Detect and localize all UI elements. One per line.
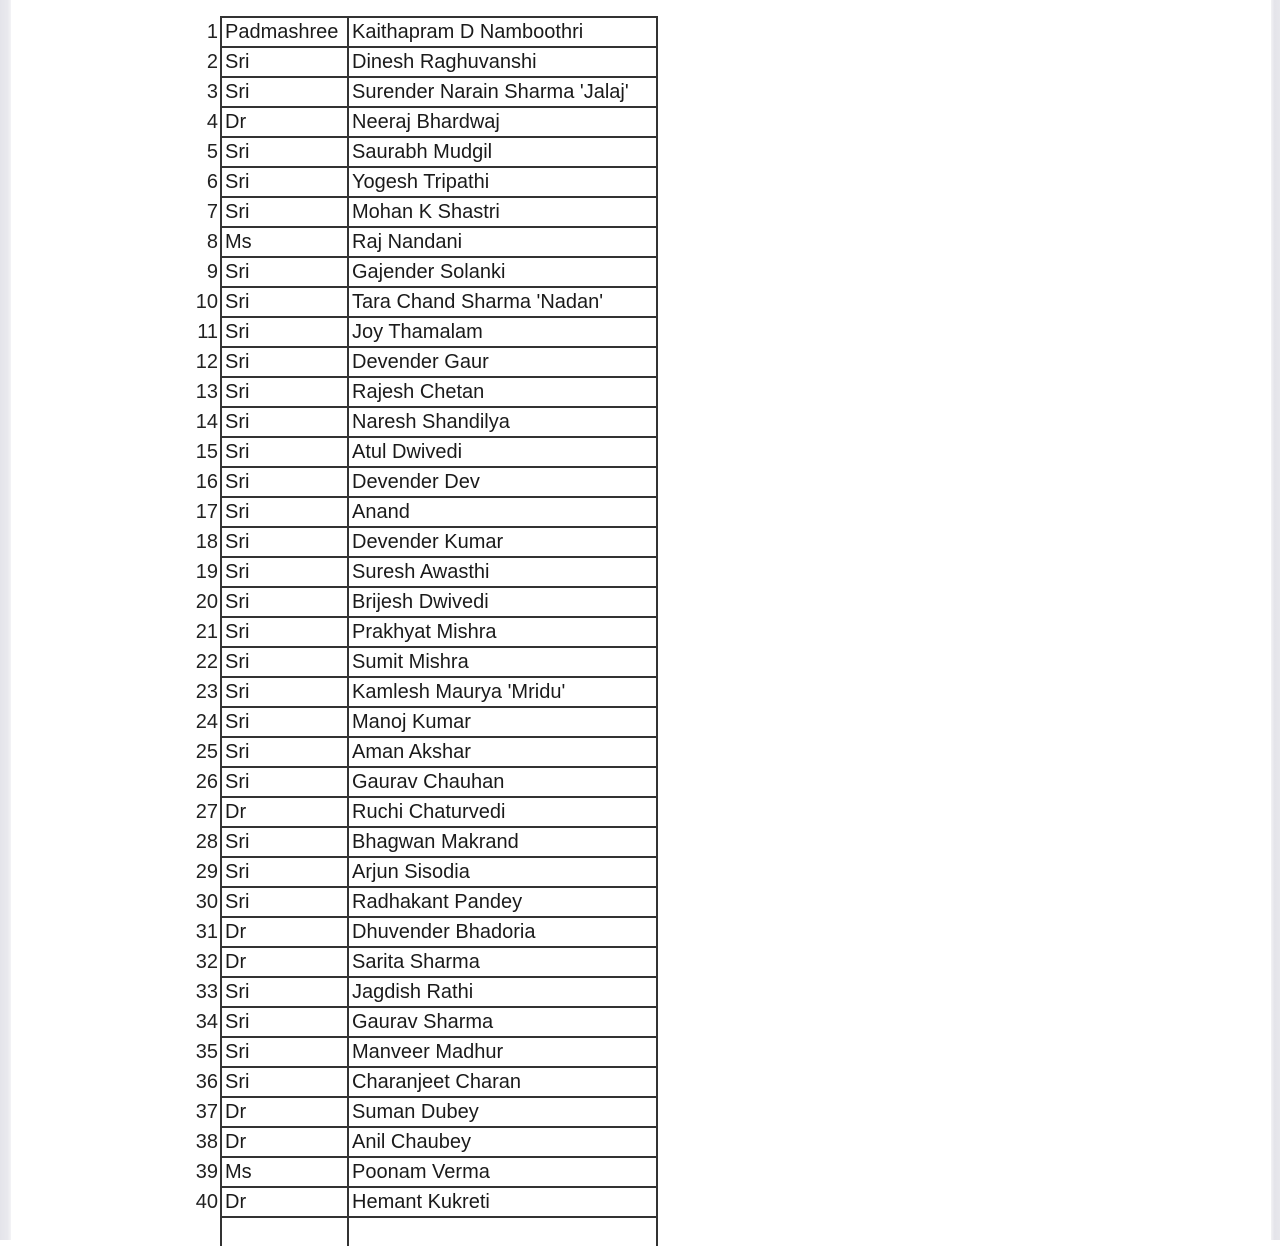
honorific-cell: Sri — [221, 497, 348, 527]
honorific-cell: Padmashree — [221, 17, 348, 47]
name-cell: Poonam Verma — [348, 1157, 657, 1187]
name-cell: Brijesh Dwivedi — [348, 587, 657, 617]
name-cell: Sarita Sharma — [348, 947, 657, 977]
name-cell: Bhagwan Makrand — [348, 827, 657, 857]
table-row — [191, 1067, 657, 1097]
table-row — [191, 647, 657, 677]
honorific-cell: Sri — [221, 647, 348, 677]
honorific-cell: Dr — [221, 797, 348, 827]
table-row — [191, 437, 657, 467]
row-number: 10 — [195, 291, 218, 313]
row-number: 18 — [195, 531, 218, 553]
row-number: 24 — [195, 711, 218, 733]
row-number: 29 — [195, 861, 218, 883]
row-number: 6 — [206, 171, 218, 193]
table-row — [191, 467, 657, 497]
name-list-body — [191, 17, 657, 1246]
row-number: 28 — [195, 831, 218, 853]
table-row — [191, 887, 657, 917]
row-number: 34 — [195, 1011, 218, 1033]
honorific-cell: Dr — [221, 1097, 348, 1127]
table-row — [191, 827, 657, 857]
name-cell: Manveer Madhur — [348, 1037, 657, 1067]
name-cell: Aman Akshar — [348, 737, 657, 767]
honorific-cell: Sri — [221, 167, 348, 197]
table-row — [191, 407, 657, 437]
row-number: 38 — [195, 1131, 218, 1153]
name-cell: Dinesh Raghuvanshi — [348, 47, 657, 77]
honorific-cell: Dr — [221, 107, 348, 137]
honorific-cell: Ms — [221, 1157, 348, 1187]
honorific-cell: Sri — [221, 257, 348, 287]
row-number: 25 — [195, 741, 218, 763]
table-row — [191, 167, 657, 197]
row-number: 7 — [206, 201, 218, 223]
table-row — [191, 857, 657, 887]
row-number: 26 — [195, 771, 218, 793]
honorific-cell: Sri — [221, 287, 348, 317]
document-page — [11, 0, 1271, 1240]
table-row — [191, 497, 657, 527]
name-cell: Devender Gaur — [348, 347, 657, 377]
honorific-cell: Sri — [221, 677, 348, 707]
name-cell: Manoj Kumar — [348, 707, 657, 737]
honorific-cell: Dr — [221, 1127, 348, 1157]
row-number: 21 — [195, 621, 218, 643]
name-cell: Kamlesh Maurya 'Mridu' — [348, 677, 657, 707]
row-number: 19 — [195, 561, 218, 583]
row-number: 22 — [195, 651, 218, 673]
honorific-cell: Sri — [221, 977, 348, 1007]
honorific-cell: Sri — [221, 827, 348, 857]
name-cell: Yogesh Tripathi — [348, 167, 657, 197]
honorific-cell: Sri — [221, 317, 348, 347]
name-cell: Anand — [348, 497, 657, 527]
honorific-cell: Sri — [221, 857, 348, 887]
name-cell: Charanjeet Charan — [348, 1067, 657, 1097]
row-number: 20 — [195, 591, 218, 613]
row-number: 4 — [206, 111, 218, 133]
empty-cell — [221, 1217, 348, 1246]
page-right-margin — [1271, 0, 1280, 1240]
name-cell: Devender Kumar — [348, 527, 657, 557]
row-number: 5 — [206, 141, 218, 163]
row-number: 23 — [195, 681, 218, 703]
row-number: 39 — [195, 1161, 218, 1183]
row-number: 11 — [197, 321, 218, 343]
row-number: 30 — [195, 891, 218, 913]
table-row — [191, 587, 657, 617]
table-row — [191, 797, 657, 827]
honorific-cell: Sri — [221, 77, 348, 107]
honorific-cell: Sri — [221, 467, 348, 497]
table-row — [191, 257, 657, 287]
row-number: 12 — [195, 351, 218, 373]
honorific-cell: Sri — [221, 557, 348, 587]
table-row — [191, 527, 657, 557]
empty-cell — [348, 1217, 657, 1246]
table-row — [191, 1127, 657, 1157]
table-row — [191, 1097, 657, 1127]
table-row — [191, 347, 657, 377]
name-cell: Devender Dev — [348, 467, 657, 497]
table-row — [191, 287, 657, 317]
honorific-cell: Sri — [221, 887, 348, 917]
honorific-cell: Sri — [221, 1037, 348, 1067]
name-cell: Suresh Awasthi — [348, 557, 657, 587]
honorific-cell: Sri — [221, 47, 348, 77]
name-cell: Gajender Solanki — [348, 257, 657, 287]
name-cell: Mohan K Shastri — [348, 197, 657, 227]
name-cell: Surender Narain Sharma 'Jalaj' — [348, 77, 657, 107]
table-row — [191, 1187, 657, 1217]
table-row — [191, 227, 657, 257]
name-cell: Gaurav Chauhan — [348, 767, 657, 797]
name-cell: Prakhyat Mishra — [348, 617, 657, 647]
name-cell: Hemant Kukreti — [348, 1187, 657, 1217]
table-row — [191, 1157, 657, 1187]
name-cell: Joy Thamalam — [348, 317, 657, 347]
honorific-cell: Sri — [221, 137, 348, 167]
table-row — [191, 977, 657, 1007]
honorific-cell: Sri — [221, 1007, 348, 1037]
name-cell: Neeraj Bhardwaj — [348, 107, 657, 137]
honorific-cell: Dr — [221, 917, 348, 947]
table-row — [191, 737, 657, 767]
table-row — [191, 77, 657, 107]
row-number: 33 — [195, 981, 218, 1003]
row-number: 40 — [195, 1191, 218, 1213]
table-row — [191, 1037, 657, 1067]
table-row — [191, 107, 657, 137]
name-cell: Jagdish Rathi — [348, 977, 657, 1007]
honorific-cell: Sri — [221, 707, 348, 737]
name-cell: Tara Chand Sharma 'Nadan' — [348, 287, 657, 317]
page-left-margin — [0, 0, 11, 1240]
name-cell: Sumit Mishra — [348, 647, 657, 677]
table-row — [191, 197, 657, 227]
row-number: 17 — [195, 501, 218, 523]
table-row — [191, 677, 657, 707]
table-row — [191, 1007, 657, 1037]
table-row — [191, 47, 657, 77]
name-cell: Ruchi Chaturvedi — [348, 797, 657, 827]
row-number: 31 — [195, 921, 218, 943]
row-number: 13 — [195, 381, 218, 403]
honorific-cell: Ms — [221, 227, 348, 257]
row-number: 32 — [195, 951, 218, 973]
row-number: 16 — [195, 471, 218, 493]
name-cell: Anil Chaubey — [348, 1127, 657, 1157]
table-row — [191, 137, 657, 167]
row-number: 1 — [206, 21, 218, 43]
row-number: 14 — [195, 411, 218, 433]
table-row — [191, 557, 657, 587]
name-cell: Rajesh Chetan — [348, 377, 657, 407]
row-number: 36 — [195, 1071, 218, 1093]
name-cell: Arjun Sisodia — [348, 857, 657, 887]
table-row — [191, 377, 657, 407]
table-row — [191, 707, 657, 737]
honorific-cell: Sri — [221, 407, 348, 437]
name-cell: Raj Nandani — [348, 227, 657, 257]
table-row — [191, 947, 657, 977]
honorific-cell: Sri — [221, 347, 348, 377]
honorific-cell: Sri — [221, 617, 348, 647]
name-cell: Naresh Shandilya — [348, 407, 657, 437]
row-number: 35 — [195, 1041, 218, 1063]
row-number: 15 — [195, 441, 218, 463]
honorific-cell: Sri — [221, 587, 348, 617]
honorific-cell: Sri — [221, 197, 348, 227]
row-number: 2 — [206, 51, 218, 73]
row-number: 3 — [206, 81, 218, 103]
table-row — [191, 317, 657, 347]
table-row — [191, 917, 657, 947]
name-cell: Atul Dwivedi — [348, 437, 657, 467]
name-cell: Radhakant Pandey — [348, 887, 657, 917]
table-row — [191, 17, 657, 47]
name-list-table — [191, 16, 658, 1246]
row-number: 37 — [195, 1101, 218, 1123]
row-number: 9 — [206, 261, 218, 283]
empty-table-row — [191, 1217, 657, 1246]
empty-cell — [191, 1217, 221, 1246]
row-number: 27 — [195, 801, 218, 823]
honorific-cell: Sri — [221, 737, 348, 767]
honorific-cell: Sri — [221, 1067, 348, 1097]
name-cell: Gaurav Sharma — [348, 1007, 657, 1037]
honorific-cell: Dr — [221, 947, 348, 977]
honorific-cell: Sri — [221, 377, 348, 407]
name-cell: Kaithapram D Namboothri — [348, 17, 657, 47]
name-cell: Saurabh Mudgil — [348, 137, 657, 167]
name-cell: Suman Dubey — [348, 1097, 657, 1127]
name-cell: Dhuvender Bhadoria — [348, 917, 657, 947]
honorific-cell: Sri — [221, 437, 348, 467]
honorific-cell: Dr — [221, 1187, 348, 1217]
honorific-cell: Sri — [221, 527, 348, 557]
table-row — [191, 617, 657, 647]
name-list-sheet — [191, 16, 671, 1246]
row-number: 8 — [206, 231, 218, 253]
honorific-cell: Sri — [221, 767, 348, 797]
table-row — [191, 767, 657, 797]
